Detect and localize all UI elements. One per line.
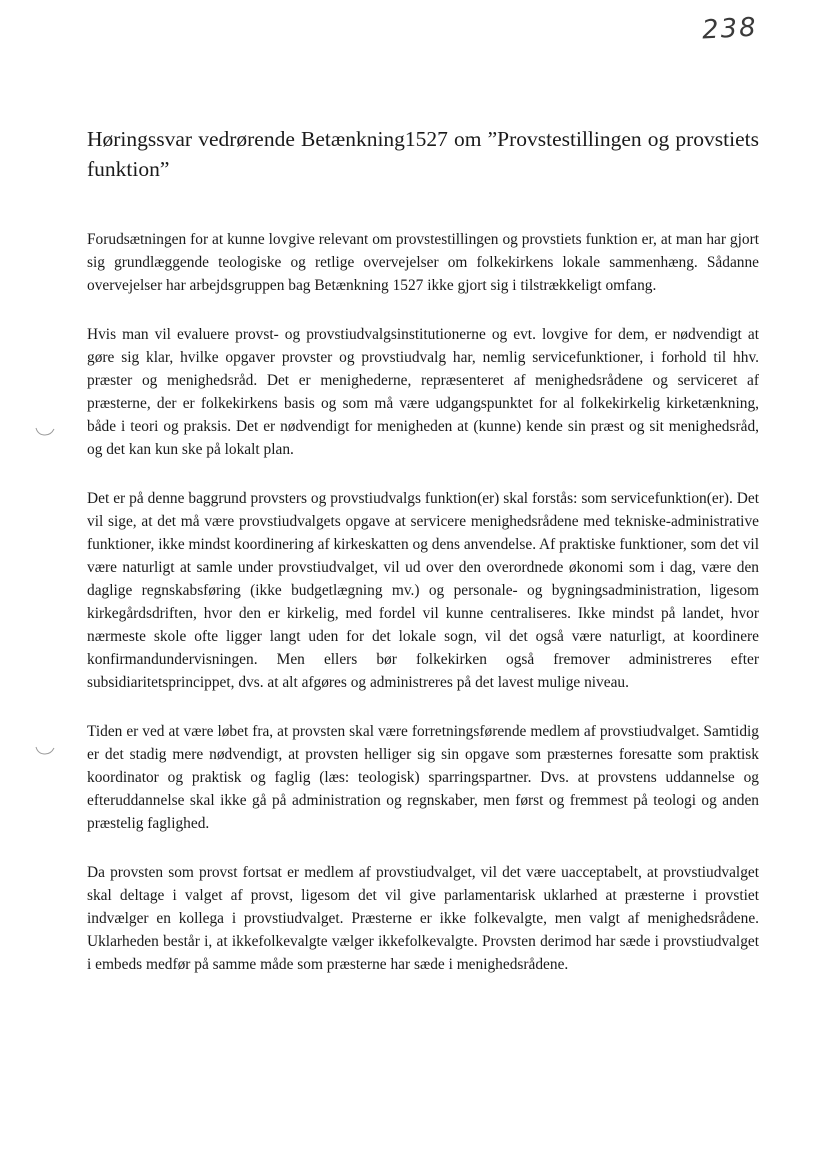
paragraph-1: Forudsætningen for at kunne lovgive relevant om provstestillingen og provstiets funktion er, at man har gjort sig grundlæggende teologiske og retlige overvejelser om folkekirkens lokale sammenhæng. Sådanne overvejelser har arbejdsgruppen bag Betænkning 1527 ikke gjort sig i tilstrækkeligt omfang. [87, 231, 759, 294]
handwritten-page-number: 238 [701, 12, 759, 46]
document-title: Høringssvar vedrørende Betænkning1527 om ”Provstestillingen og provstiets funktion” [87, 127, 759, 181]
document-body [87, 228, 759, 1002]
paragraph-3: Det er på denne baggrund provsters og provstiudvalgs funktion(er) skal forstås: som servicefunktion(er). Det vil sige, at det må være provstiudvalgets opgave at servicere menighedsrådene med tekniske-administrative funktioner, ikke mindst koordinering af kirkeskatten og dens anvendelse. Af praktiske funktioner, som det vil være naturligt at samle under provstiudvalget, vil ud over den overordnede økonomi som i dag, være den daglige regnskabsføring (ikke budgetlægning mv.) og personale- og bygningsadministration, ligesom kirkegårdsdriften, hvor den er kirkelig, med fordel vil kunne centraliseres. Ikke mindst på landet, hvor nærmeste skole ofte ligger langt uden for det lokale sogn, vil det også være naturligt, at koordinere konfirmandundervisningen. Men ellers bør folkekirken også fremover administreres efter subsidiaritetsprincippet, dvs. at alt afgøres og administreres på det lavest mulige niveau. [87, 490, 759, 691]
paragraph-5: Da provsten som provst fortsat er medlem af provstiudvalget, vil det være uacceptabelt, at provstiudvalget skal deltage i valget af provst, ligesom det vil give parlamentarisk uklarhed at præsterne i provstiet indvælger en kollega i provstiudvalget. Præsterne er ikke folkevalgte, men valgt af menighedsrådene. Uklarheden består i, at ikkefolkevalgte vælger ikkefolkevalgte. Provsten derimod har sæde i provstiudvalget i embeds medfør på samme måde som præsterne har sæde i menighedsrådene. [87, 864, 759, 973]
punch-hole-mark [34, 745, 56, 757]
paragraph-2: Hvis man vil evaluere provst- og provstiudvalgsinstitutionerne og evt. lovgive for dem, er nødvendigt at gøre sig klar, hvilke opgaver provster og provstiudvalg har, nemlig servicefunktioner, i forhold til hhv. præster og menighedsråd. Det er menighederne, repræsenteret af menighedsrådene og serviceret af præsterne, der er folkekirkens basis og som må være udgangspunktet for al folkekirkelig kirketænkning, både i teori og praksis. Det er nødvendigt for menigheden at (kunne) kende sin præst og sit menighedsråd, og det kan kun ske på lokalt plan. [87, 326, 759, 458]
paragraph-4: Tiden er ved at være løbet fra, at provsten skal være forretningsførende medlem af provstiudvalget. Samtidig er det stadig mere nødvendigt, at provsten helliger sig sin opgave som præsternes foresatte som praktisk koordinator og praktisk og faglig (læs: teologisk) sparringspartner. Dvs. at provstens uddannelse og efteruddannelse skal ikke gå på administration og regnskaber, men først og fremmest på teologi og anden præstelig faglighed. [87, 723, 759, 832]
punch-hole-mark [34, 426, 56, 438]
